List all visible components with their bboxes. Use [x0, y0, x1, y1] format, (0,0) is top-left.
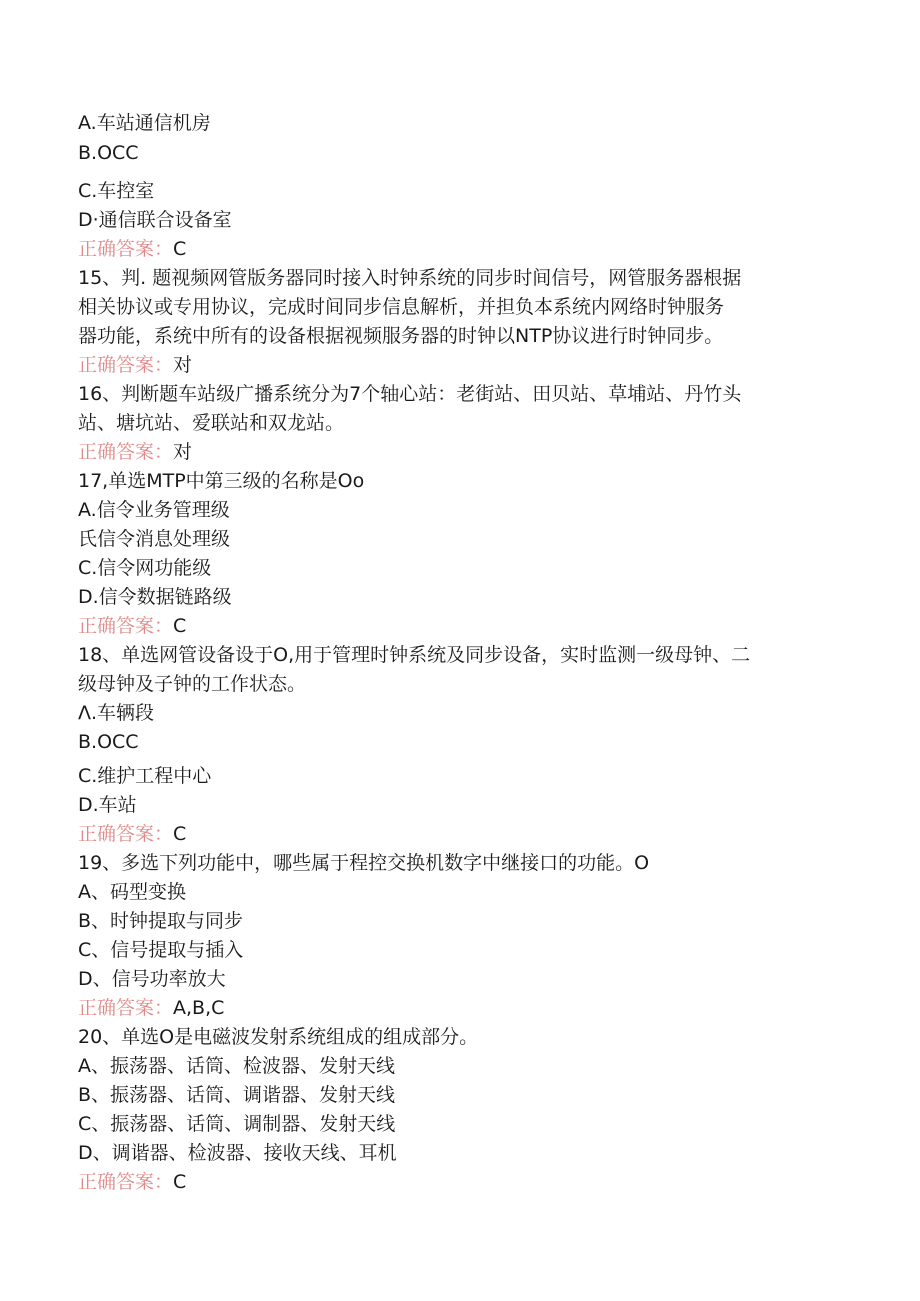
answer-label: 正确答案： [78, 354, 174, 376]
q14-option-c: C.车控室 [78, 180, 155, 202]
answer-label: 正确答案： [78, 441, 174, 463]
q18-question-line-2: 级母钟及子钟的工作状态。 [78, 673, 307, 695]
answer-label: 正确答案： [78, 615, 174, 637]
q15-question-line-1: 15、判. 题视频网管版务器同时接入时钟系统的同步时间信号，网管服务器根据 [78, 267, 742, 289]
q20-option-b: B、振荡器、话筒、调谐器、发射天线 [78, 1084, 396, 1106]
q15-question-line-2: 相关协议或专用协议，完成时间同步信息解析，并担负本系统内网络时钟服务 [78, 296, 725, 318]
answer-value: C [173, 238, 187, 260]
q19-option-d: D、信号功率放大 [78, 968, 226, 990]
answer-label: 正确答案： [78, 997, 174, 1019]
q19-answer [78, 996, 224, 1020]
q14-option-d: D·通信联合设备室 [78, 209, 232, 231]
q17-answer [78, 614, 186, 638]
q18-option-a: Λ.车辆段 [78, 702, 155, 724]
q16-question-line-1: 16、判断题车站级广播系统分为7个轴心站：老街站、田贝站、草埔站、丹竹头 [78, 383, 742, 405]
answer-value: A,B,C [173, 997, 225, 1019]
q14-answer [78, 237, 186, 261]
q14-option-a: A.车站通信机房 [78, 112, 211, 134]
q18-answer [78, 822, 186, 846]
answer-label: 正确答案： [78, 823, 174, 845]
q20-option-d: D、调谐器、检波器、接收天线、耳机 [78, 1142, 397, 1164]
q19-option-a: A、码型变换 [78, 881, 186, 903]
q16-question-line-2: 站、塘坑站、爱联站和双龙站。 [78, 412, 345, 434]
answer-value: C [173, 615, 187, 637]
answer-label: 正确答案： [78, 1171, 174, 1193]
q19-option-c: C、信号提取与插入 [78, 939, 244, 961]
q19-question: 19、多选下列功能中，哪些属于程控交换机数字中继接口的功能。O [78, 852, 650, 874]
q18-option-b: B.OCC [78, 731, 139, 753]
answer-value: 对 [173, 441, 193, 463]
q17-option-c: C.信令网功能级 [78, 557, 212, 579]
q17-option-a: A.信令业务管理级 [78, 499, 230, 521]
answer-label: 正确答案： [78, 238, 174, 260]
q20-option-c: C、振荡器、话筒、调制器、发射天线 [78, 1113, 396, 1135]
answer-value: C [173, 823, 187, 845]
q16-answer [78, 440, 192, 464]
q20-answer [78, 1170, 186, 1194]
q17-option-d: D.信令数据链路级 [78, 586, 232, 608]
q14-option-b: B.OCC [78, 142, 139, 164]
q17-question: 17,单选MTP中第三级的名称是Oo [78, 470, 365, 492]
q20-option-a: A、振荡器、话筒、检波器、发射天线 [78, 1055, 395, 1077]
q18-question-line-1: 18、单选网管设备设于O,用于管理时钟系统及同步设备，实时监测一级母钟、二 [78, 644, 751, 666]
answer-value: C [173, 1171, 187, 1193]
q20-question: 20、单选O是电磁波发射系统组成的组成部分。 [78, 1026, 479, 1048]
q19-option-b: B、时钟提取与同步 [78, 910, 244, 932]
q18-option-c: C.维护工程中心 [78, 765, 212, 787]
q15-question-line-3: 器功能，系统中所有的设备根据视频服务器的时钟以NTP协议进行时钟同步。 [78, 325, 724, 347]
q17-option-b: 氏信令消息处理级 [78, 528, 231, 550]
q18-option-d: D.车站 [78, 794, 137, 816]
q15-answer [78, 353, 192, 377]
answer-value: 对 [173, 354, 193, 376]
